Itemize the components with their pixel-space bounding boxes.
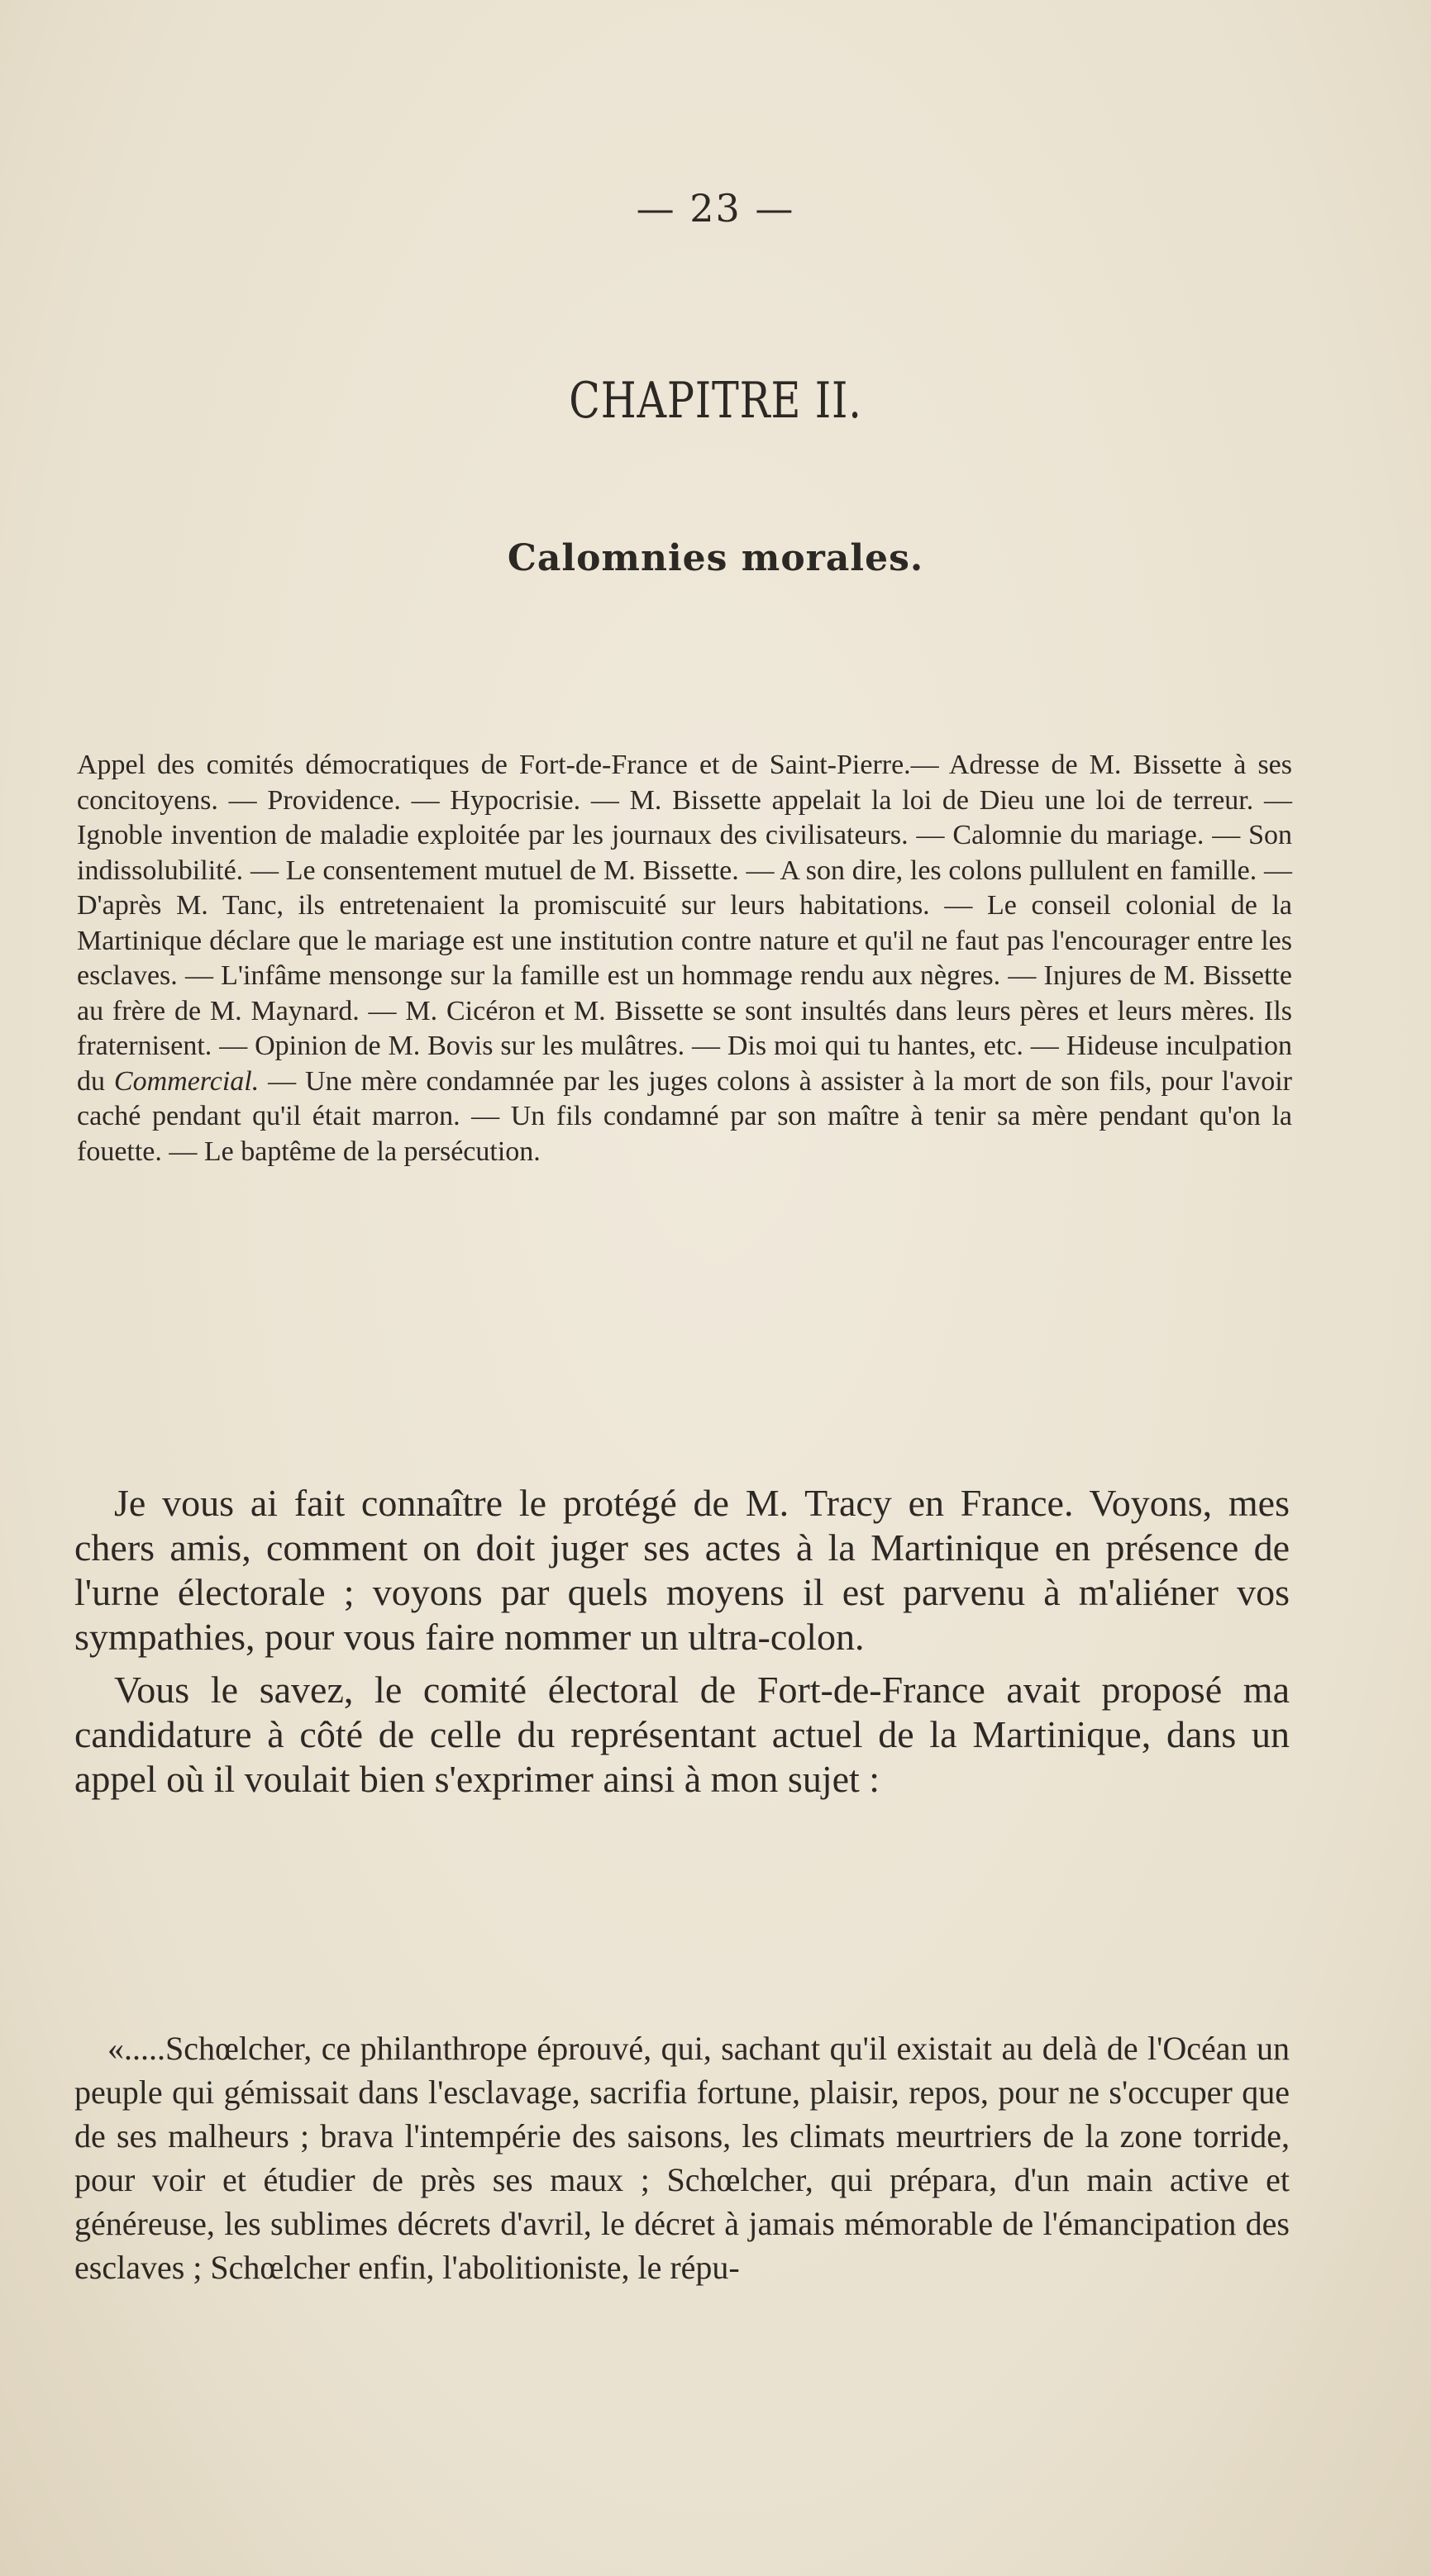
body-paragraph: Je vous ai fait connaître le protégé de M. Tracy en France. Voyons, mes chers amis, comment on doit juger ses actes à la Martinique en présence de l'urne électorale ; voyons par quels moyens il est parvenu à m'aliéner vos sympathies, pour vous faire nommer un ultra-colon. [74,1482,1290,1658]
chapter-title: CHAPITRE II. [569,372,862,430]
summary-italic-journal: Commercial. [113,1065,260,1097]
body-text [74,1481,1290,1810]
page-number: — 23 — [636,186,795,231]
chapter-summary [77,748,1292,1169]
chapter-subtitle: Calomnies morales. [507,537,924,579]
summary-text-end: — Une mère condamnée par les juges colons à assister à la mort de son fils, pour l'avoir caché pendant qu'il était marron. — Un fils condamné par son maître à tenir sa mère pendant qu'on la fouette. — Le baptême de la persécution. [77,1065,1292,1167]
body-paragraph: Vous le savez, le comité électoral de Fort-de-France avait proposé ma candidature à côté de celle du représentant actuel de la Martinique, dans un appel où il voulait bien s'exprimer ainsi à mon sujet : [74,1669,1290,1800]
summary-text-start: Appel des comités démocratiques de Fort-de-France et de Saint-Pierre.— Adresse de M. Bissette à ses concitoyens. — Providence. — Hypocrisie. — M. Bissette appelait la loi de Dieu une loi de terreur. — Ignoble invention de maladie exploitée par les journaux des civilisateurs. — Calomnie du mariage. — Son indissolubilité. — Le consentement mutuel de M. Bissette. — A son dire, les colons pullulent en famille. — D'après M. Tanc, ils entretenaient la promiscuité sur leurs habitations. — Le conseil colonial de la Martinique déclare que le mariage est une institution contre nature et qu'il ne faut pas l'encourager entre les esclaves. — L'infâme mensonge sur la famille est un hommage rendu aux nègres. — Injures de M. Bissette au frère de M. Maynard. — M. Cicéron et M. Bissette se sont insultés dans leurs pères et leurs mères. Ils fraternisent. — Opinion de M. Bovis sur les mulâtres. — Dis moi qui tu hantes, etc. — Hideuse inculpation du [77,750,1292,1097]
quoted-appeal: «.....Schœlcher, ce philanthrope éprouvé, qui, sachant qu'il existait au delà de l'Océan un peuple qui gémissait dans l'esclavage, sacrifia fortune, plaisir, repos, pour ne s'occuper que de ses malheurs ; brava l'intempérie des saisons, les climats meurtriers de la zone torride, pour voir et étudier de près ses maux ; Schœlcher, qui prépara, d'un main active et généreuse, les sublimes décrets d'avril, le décret à jamais mémorable de l'émancipation des esclaves ; Schœlcher enfin, l'abolitioniste, le répu- [74,2030,1290,2286]
